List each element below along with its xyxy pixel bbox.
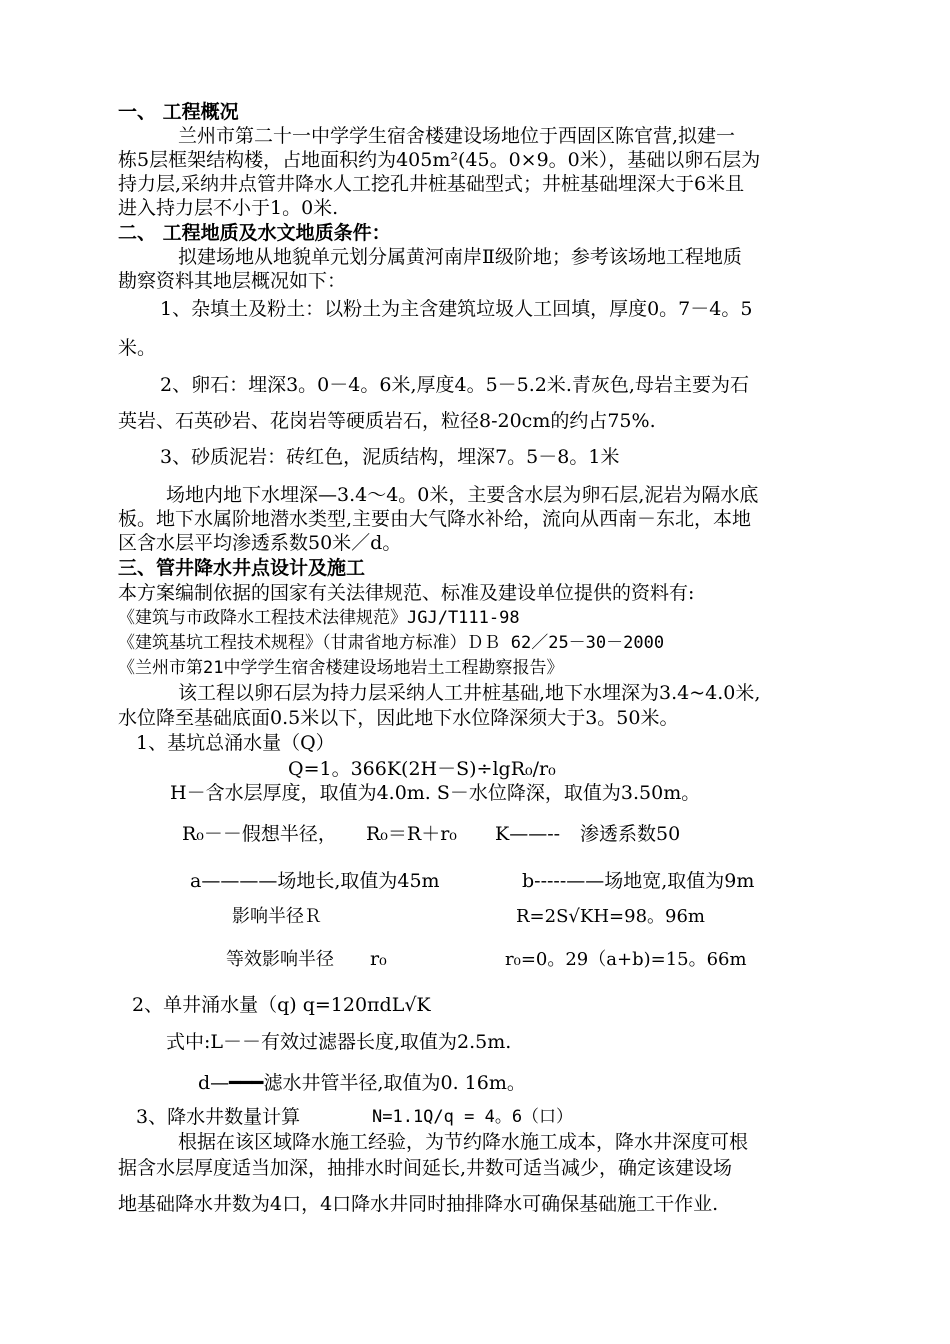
paragraph-line: 场地内地下水埋深—3.4～4。0米，主要含水层为卵石层,泥岩为隔水底 <box>166 484 759 506</box>
formula-r: R=2S√KH=98。96m <box>516 906 705 927</box>
definition-a: a————场地长,取值为45m <box>190 870 440 892</box>
paragraph-line: 拟建场地从地貌单元划分属黄河南岸Ⅱ级阶地；参考该场地工程地质 <box>178 246 742 268</box>
reference-line: 《兰州市第21中学学生宿舍楼建设场地岩土工程勘察报告》 <box>118 658 564 678</box>
section-3-title: 三、管井降水井点设计及施工 <box>118 557 366 579</box>
paragraph-line: 本方案编制依据的国家有关法律规范、标准及建设单位提供的资料有: <box>118 582 695 604</box>
paragraph-line: 2、卵石：埋深3。0－4。6米,厚度4。5－5.2米.青灰色,母岩主要为石 <box>160 374 749 396</box>
paragraph-line: 持力层,采纳井点管井降水人工挖孔井桩基础型式；井桩基础埋深大于6米且 <box>118 173 745 195</box>
paragraph-line: 板。地下水属阶地潜水类型,主要由大气降水补给，流向从西南－东北，本地 <box>118 508 752 530</box>
formula-k-def: K——-- <box>495 823 561 845</box>
section-1-title: 一、 工程概况 <box>118 101 239 123</box>
paragraph-line: 根据在该区域降水施工经验，为节约降水施工成本，降水井深度可根 <box>178 1131 749 1153</box>
definition-b: b-----——场地宽,取值为9m <box>522 870 755 892</box>
formula-n: N=1.1Q/q = 4。6（口） <box>372 1107 574 1127</box>
reference-line: 《建筑与市政降水工程技术法律规范》JGJ/T111-98 <box>118 608 520 628</box>
paragraph-line: 进入持力层不小于1。0米. <box>118 197 339 219</box>
paragraph-line: 米。 <box>118 337 157 359</box>
paragraph-line: 水位降至基础底面0.5米以下，因此地下水位降深须大于3。50米。 <box>118 707 679 729</box>
paragraph-line: 英岩、石英砂岩、花岗岩等硬质岩石，粒径8-20cm的约占75%. <box>118 410 656 432</box>
paragraph-line: 地基础降水井数为4口，4口降水井同时抽排降水可确保基础施工干作业. <box>118 1193 719 1215</box>
subsection-heading: 3、降水井数量计算 <box>136 1106 301 1128</box>
reference-line: 《建筑基坑工程技术规程》（甘肃省地方标准）ＤＢ 62／25－30－2000 <box>118 633 665 653</box>
paragraph-line: 勘察资料其地层概况如下： <box>118 270 347 292</box>
paragraph-line: 该工程以卵石层为持力层采纳人工井桩基础,地下水埋深为3.4~4.0米, <box>178 682 761 704</box>
paragraph-line: 据含水层厚度适当加深，抽排水时间延长,井数可适当减少，确定该建设场 <box>118 1157 733 1179</box>
definition-r: 影响半径Ｒ <box>232 906 322 927</box>
section-2-title: 二、 工程地质及水文地质条件： <box>118 222 391 244</box>
paragraph-line: 式中:L－－有效过滤器长度,取值为2.5m. <box>166 1031 512 1053</box>
paragraph-line: 1、杂填土及粉土：以粉土为主含建筑垃圾人工回填，厚度0。7－4。5 <box>160 298 753 320</box>
subsection-heading: 1、基坑总涌水量（Q） <box>136 732 335 754</box>
definition-r0: 等效影响半径 <box>226 949 334 970</box>
paragraph-line: 栋5层框架结构楼，占地面积约为405m²(45。0×9。0米），基础以卵石层为 <box>118 149 761 171</box>
paragraph-line: 区含水层平均渗透系数50米／d。 <box>118 532 402 554</box>
formula-r0-def: R₀－－假想半径， <box>182 823 337 845</box>
paragraph-line: H－含水层厚度，取值为4.0m. S－水位降深，取值为3.50m。 <box>170 782 701 804</box>
paragraph-line: d—━━━滤水井管半径,取值为0. 16m。 <box>198 1072 526 1094</box>
formula-r0: r₀=0。29（a+b)=15。66m <box>505 949 747 970</box>
paragraph-line: 渗透系数50 <box>580 823 681 845</box>
formula-r0-eq: R₀＝R＋r₀ <box>366 823 457 845</box>
paragraph-line: 3、砂质泥岩：砖红色，泥质结构，埋深7。5－8。1米 <box>160 446 620 468</box>
paragraph-line: 兰州市第二十一中学学生宿舍楼建设场地位于西固区陈官营,拟建一 <box>178 125 736 147</box>
formula-q: Q=1。366K(2H－S)÷lgR₀/r₀ <box>288 758 556 780</box>
subsection-heading: 2、单井涌水量（q) q=120πdL√K <box>132 994 431 1016</box>
r0-symbol: r₀ <box>370 948 387 970</box>
